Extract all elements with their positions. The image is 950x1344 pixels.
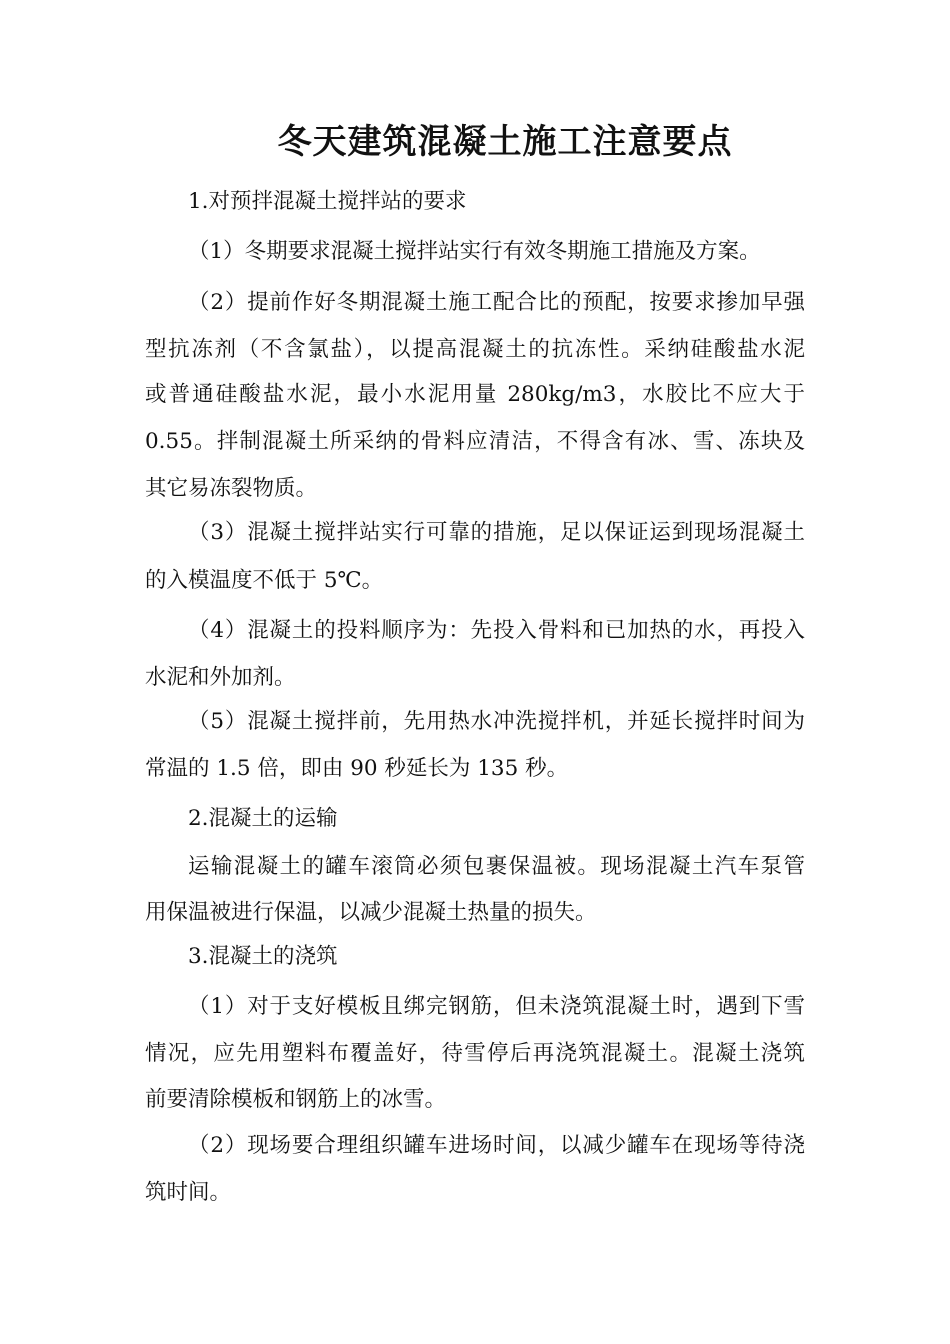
paragraph-line: 前要清除模板和钢筋上的冰雪。 [145,1087,447,1112]
paragraph-line: 的入模温度不低于 5℃。 [145,568,384,593]
paragraph-line: （4）混凝土的投料顺序为：先投入骨料和已加热的水，再投入 [188,618,805,643]
paragraph-line: 常温的 1.5 倍，即由 90 秒延长为 135 秒。 [145,756,569,781]
paragraph-line: （3）混凝土搅拌站实行可靠的措施，足以保证运到现场混凝土 [188,520,805,545]
paragraph-line: （2）提前作好冬期混凝土施工配合比的预配，按要求掺加早强 [188,290,805,315]
paragraph-line: （1）对于支好模板且绑完钢筋，但未浇筑混凝土时，遇到下雪 [188,994,805,1019]
paragraph-line: 情况，应先用塑料布覆盖好，待雪停后再浇筑混凝土。混凝土浇筑 [145,1041,805,1066]
section-heading-2: 2.混凝土的运输 [188,806,338,831]
paragraph-line: （1）冬期要求混凝土搅拌站实行有效冬期施工措施及方案。 [188,239,761,264]
paragraph-line: 运输混凝土的罐车滚筒必须包裹保温被。现场混凝土汽车泵管 [188,854,805,879]
paragraph-line: 型抗冻剂（不含氯盐），以提高混凝土的抗冻性。采纳硅酸盐水泥 [145,337,805,362]
paragraph-line: 0.55。拌制混凝土所采纳的骨料应清洁，不得含有冰、雪、冻块及 [145,429,805,454]
document-title: 冬天建筑混凝土施工注意要点 [277,122,733,162]
paragraph-line: 用保温被进行保温，以减少混凝土热量的损失。 [145,900,597,925]
paragraph-line: （5）混凝土搅拌前，先用热水冲洗搅拌机，并延长搅拌时间为 [188,709,805,734]
paragraph-line: 水泥和外加剂。 [145,665,296,690]
paragraph-line: 或普通硅酸盐水泥，最小水泥用量 280kg/m3，水胶比不应大于 [145,382,805,407]
section-heading-1: 1.对预拌混凝土搅拌站的要求 [188,189,467,214]
paragraph-line: 其它易冻裂物质。 [145,476,318,501]
paragraph-line: 筑时间。 [145,1180,232,1205]
section-heading-3: 3.混凝土的浇筑 [188,944,338,969]
paragraph-line: （2）现场要合理组织罐车进场时间，以减少罐车在现场等待浇 [188,1133,805,1158]
